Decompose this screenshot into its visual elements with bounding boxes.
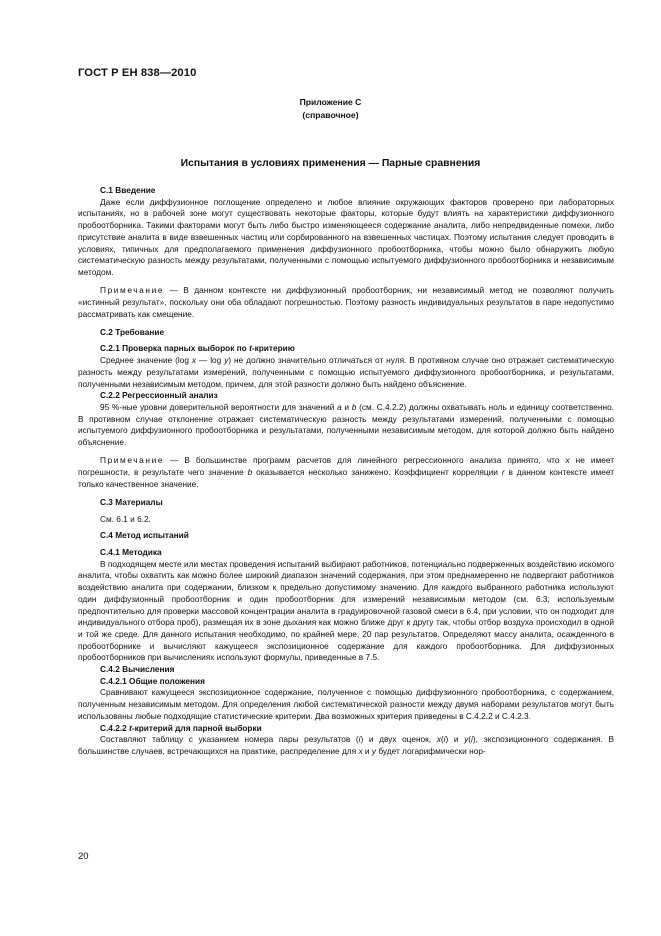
appendix-label: Приложение С [299, 97, 362, 107]
paragraph: Сравнивают кажущееся экспозиционное содержание, полученное с помощью диффузионного пробоотборника, с содержанием, полученным независимым методом. Для определения любой систематической разности между двумя наборами результатов могут быть использованы любые подходящие статистические критерии. Два возможных критерия приведены в С.4.2.2 и С.4.2.3. [78, 687, 614, 721]
paragraph: Среднее значение (log x — log y) не должно значительно отличаться от нуля. В противном случае оно отражает систематическую разность между результатами измерений, полученными с помощью испытуемого диффузионного пробоотборника, и результатами, полученными независимым методом, причем, для этой разности должно быть найдено объяснение. [78, 355, 614, 389]
appendix-title: Испытания в условиях применения — Парные сравнения [180, 158, 481, 169]
note-paragraph: Примечание — В большинстве программ расчетов для линейного регрессионного анализа принято, что x не имеет погрешности, в результате чего значение b оказывается несколько занижено. Коэффициент корреляции r в данном контексте имеет только качественное значение. [78, 455, 614, 489]
note-paragraph [78, 285, 614, 320]
paragraph: 95 %-ные уровни доверительной вероятности для значений a и b (см. С.4.2.2) должны охватывать ноль и единицу соответственно. В противном случае отклонение отражает систематическую разность между результатами измерений, полученными с помощью испытуемого диффузионного пробоотборника и результатами, полученными независимым методом, для которой должно быть найдено объяснение. [78, 401, 614, 448]
paragraph: Даже если диффузионное поглощение определено и любое влияние окружающих факторов проверено при лабораторных испытаниях, но в рабочей зоне могут существовать некоторые факторы, которые будут влиять на характеристики диффузионного пробоотборника. Такими факторами могут быть либо быстро изменяющееся содержание аналита, либо непредвиденные помехи, либо присутствие аналита в виде взвешенных частиц или сорбированного на взвешенных частицах. Поэтому испытания следует проводить в условиях, типичных для предполагаемого применения диффузионного пробоотборника, чтобы можно было обнаружить любую систематическую разность между результатами, полученными с помощью испытуемого диффузионного пробоотборника и независимым методом. [78, 196, 614, 277]
section-heading: С.2 Требование [100, 326, 165, 337]
paragraph: См. 6.1 и 6.2. [100, 513, 151, 524]
document-body [78, 185, 614, 758]
section-heading: С.3 Материалы [100, 496, 163, 507]
note-text: — В данном контексте ни диффузионный пробоотборник, ни независимый метод не позволяют получить «истинный результат», поскольку они оба обладают погрешностью. Поэтому разность индивидуальных результатов в паре недопустимо рассматривать как смещение. [78, 285, 614, 319]
subsection-heading: С.4.1 Методика [100, 546, 162, 557]
paragraph: В подходящем месте или местах проведения испытаний выбирают работников, потенциально подверженных воздействию искомого аналита, чтобы охватить как можно более широкий диапазон значений содержания, при этом преднамеренно не подвергают работников воздействию аналита при содержании, близком к предельно допустимому значению. Для каждого выбранного работника используют один диффузионный пробоотборник и один пробоотборник для измерений независимым методом (см. 6.3; используемым предпочтительно для проверки массовой концентрации аналита в градуировочной газовой смеси в 6.4, при условии, что он подходит для индивидуального отбора проб), размещая их в зоне дыхания как можно ближе друг к другу так, чтобы отбор воздуха происходил в одной и той же среде. Для данного испытания необходимо, по крайней мере, 20 пар результатов. Определяют массу аналита, осажденного в пробоотборнике и вычисляют кажущееся экспозиционное содержание для каждого пробоотборника. Для диффузионных пробоотборников при вычислениях используют формулы, приведенные в 7.5. [78, 558, 614, 663]
page-number: 20 [78, 851, 89, 862]
subsection-heading: С.4.2 Вычисления [100, 664, 175, 675]
subsection-heading: С.4.2.1 Общие положения [100, 675, 205, 686]
section-heading: С.4 Метод испытаний [100, 530, 189, 541]
appendix-type: (справочное) [302, 110, 359, 120]
subsection-heading: С.4.2.2 t-критерий для парной выборки [100, 722, 262, 733]
note-label: Примечание [100, 455, 165, 466]
paragraph: Составляют таблицу с указанием номера пары результатов (i) и двух оценок, x(i) и y(i), экспозиционного содержания. В большинстве случаев, встречающихся на практике, распределение для x и y будет логарифмически нор- [78, 734, 614, 756]
subsection-heading: С.2.2 Регрессионный анализ [100, 390, 218, 401]
subsection-heading: С.2.1 Проверка парных выборок по t-критерию [100, 343, 295, 354]
standard-header: ГОСТ Р ЕН 838—2010 [78, 67, 197, 79]
section-heading: С.1 Введение [100, 185, 156, 195]
note-label: Примечание [100, 285, 165, 296]
